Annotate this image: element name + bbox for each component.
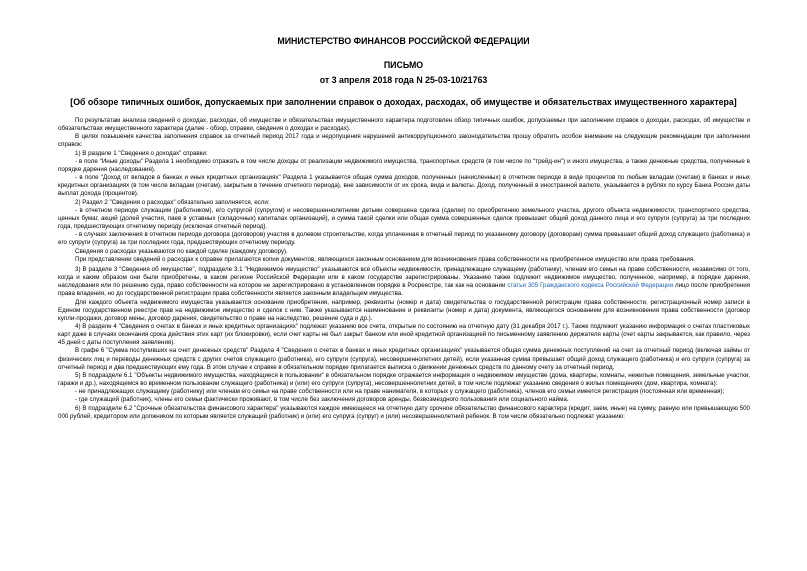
paragraph-section-1: 1) В разделе 1 "Сведения о доходах" справки: [75, 149, 208, 157]
document-date-number: от 3 апреля 2018 года N 25-03-10/21763 [319, 75, 488, 85]
paragraph-section-3-text-a: 3) В разделе 3 "Сведения об имуществе", подразделе 3.1 "Недвижимое имущество" указываются все объекты недвижимости, принадлежащие служащему (работнику), членам его семьи на праве собственности, независимо от того, когда и каким образом они были приобретены, в каком регионе Российской Федерации или в каком государстве зарегистрированы. Указанию также подлежит недвижимое имущество, полученное, например, в порядке дарения, наследования или по решению суда, право собственности на которое не зарегистрировано в установленном порядке в Росреестре, так как на основании [58, 265, 750, 290]
civil-code-article-link[interactable]: статьи 305 Гражданского кодекса Российской Федерации [507, 282, 674, 290]
paragraph-shared-construction: - в случаях заключения в отчетном периоде договора (договоров) участия в долевом строительстве, когда уплаченная в отчетный период по указанному договору (договорам) сумма превышает общий доход служащего (работника) и его супруги (супруга) за три последних года, предшествующих отчетному периоду. [58, 231, 750, 247]
paragraph-acquisition-basis: Для каждого объекта недвижимого имущества указывается основание приобретения, например, реквизиты (номер и дата) свидетельства о государственной регистрации права собственности, регистрационный номер записи в Едином государственном реестре прав на недвижимое имущество и сделок с ним. Также указываются наименование и реквизиты (номер и дата) документа, являющегося основанием для возникновения права собственности (договор купли-продажи, договор мены, договор дарения, свидетельство о праве на наследство, решение суда и др.). [58, 298, 750, 322]
paragraph-intro: По результатам анализа сведений о доходах, расходах, об имуществе и обязательствах имущественного характера подготовлен обзор типичных ошибок, допускаемых при заполнении справок о доходах, расходах, об имуществе и обязательствах имущественного характера (далее - обзор, справки, сведения о доходах и расходах). [58, 117, 750, 133]
paragraph-deposit-income: - в поле "Доход от вкладов в банках и иных кредитных организациях" Раздела 1 указывается общая сумма доходов, полученных (начисленных) в отчетном периоде в виде процентов по любым вкладам (счетам) в банках и иных кредитных организациях (в том числе вкладам (счетам), закрытым в течение отчетного периода), вне зависимости от их срока, вида и валюты. Доход, полученный в иностранной валюте, указывается в рублях по курсу Банка России даты выплат дохода (процентов). [58, 174, 750, 198]
paragraph-column-6: В графе 6 "Сумма поступивших на счет денежных средств" Раздела 4 "Сведения о счетах в банках и иных кредитных организациях" указывается общая сумма денежных поступлений на счет за отчетный период (включая займы от физических лиц и переводы денежных средств с других счетов служащего (работника), его супруги (супруга), несовершеннолетних детей), если указанная сумма превышает общий доход служащего (работника) и его супруги (супруга) за отчетный период и два предшествующих ему года. В этом случае к справке в обязательном порядке прилагается выписка о движении денежных средств по данному счету за отчетный период. [58, 347, 750, 371]
paragraph-documents-attached: При представлении сведений о расходах к справке прилагаются копии документов, являющихся законным основанием для возникновения права собственности на приобретенное имущество или права требования. [75, 255, 695, 263]
paragraph-section-2: 2) Раздел 2 "Сведения о расходах" обязательно заполняется, если: [75, 198, 270, 206]
paragraph-transactions: - в отчетном периоде служащим (работником), его супругой (супругом) и несовершеннолетними детьми совершена сделка (сделки) по приобретению земельного участка, другого объекта недвижимости, транспортного средства, ценных бумаг, акций (долей участия, паев в уставных (складочных) капиталах организаций), и сумма такой сделки или общая сумма совершенных сделок превышает общий доход данного лица и его супруги (супруга) за три последних года, предшествующих отчетному периоду (исключая отчетный период). [58, 206, 750, 231]
paragraph-purpose: В целях повышения качества заполнения справок за отчетный период 2017 года и недопущения нарушений антикоррупционного законодательства прошу обратить особое внимание на следующие рекомендации при заполнении справок: [58, 133, 750, 149]
paragraph-section-6-1: 5) В подразделе 6.1 "Объекты недвижимого имущества, находящиеся в пользовании" в обязательном порядке отражается информация о недвижимом имуществе (дома, квартиры, комнаты, нежилые помещения, земельные участки, гаражи и др.), находящемся во временном пользовании служащего (работника) и (или) его супруги (супруга), несовершеннолетних детей, в том числе подлежат указанию сведения о жилых помещениях (дом, квартира, комната): [58, 371, 750, 388]
paragraph-other-income: - в поле "Иные доходы" Раздела 1 необходимо отражать в том числе доходы от реализации недвижимого имущества, транспортных средств (в том числе по "трейд-ин") и иного имущества, а также денежные средства, полученные в порядке дарения (наследования). [58, 157, 750, 173]
paragraph-not-owned: - не принадлежащих служащему (работнику) или членам его семьи на праве собственности или на праве нанимателя, в которых у служащего (работника), членов его семьи имеется регистрация (постоянная или временная); [75, 388, 725, 396]
ministry-heading: МИНИСТЕРСТВО ФИНАНСОВ РОССИЙСКОЙ ФЕДЕРАЦИИ [277, 36, 530, 46]
paragraph-section-6-2: 6) В подразделе 6.2 "Срочные обязательства финансового характера" указываются каждое имеющееся на отчетную дату срочное обязательство финансового характера (кредит, заем, иные) на сумму, равную или превышающую 500 000 рублей, кредитором или должником по которым является служащий (работник) и (или) его супруга (супруг) и (или) несовершеннолетний ребенок. В том числе обязательно подлежат указанию: [58, 404, 750, 420]
letter-body [58, 117, 750, 421]
paragraph-section-3 [58, 266, 750, 299]
document-type: ПИСЬМО [383, 60, 424, 70]
paragraph-section-3-text-b: лицо после приобретения права владения, но до государственной регистрации права собственности является законным владельцем имущества. [58, 282, 750, 298]
paragraph-expenses-per-deal: Сведения о расходах указываются по каждой сделке (каждому договору). [75, 247, 288, 255]
paragraph-actually-living: - где служащий (работник), члены его семьи фактически проживают, в том числе без заключения договоров аренды, безвозмездного пользования или социального найма. [75, 396, 569, 404]
document-subject: [Об обзоре типичных ошибок, допускаемых при заполнении справок о доходах, расходах, об имуществе и обязательствах имущественного характера] [70, 97, 737, 107]
paragraph-section-4: 4) В разделе 4 "Сведения о счетах в банках и иных кредитных организациях" подлежат указанию все счета, открытые по состоянию на отчетную дату (31 декабря 2017 г.). Также подлежит указанию информация о счетах пластиковых карт даже в случаях окончания срока действия этих карт (их блокировки), если счет карты не был закрыт банком или иной кредитной организацией по письменному заявлению держателя карты (счет карты закрывается, как правило, через 45 дней с даты поступления заявления). [58, 323, 750, 347]
